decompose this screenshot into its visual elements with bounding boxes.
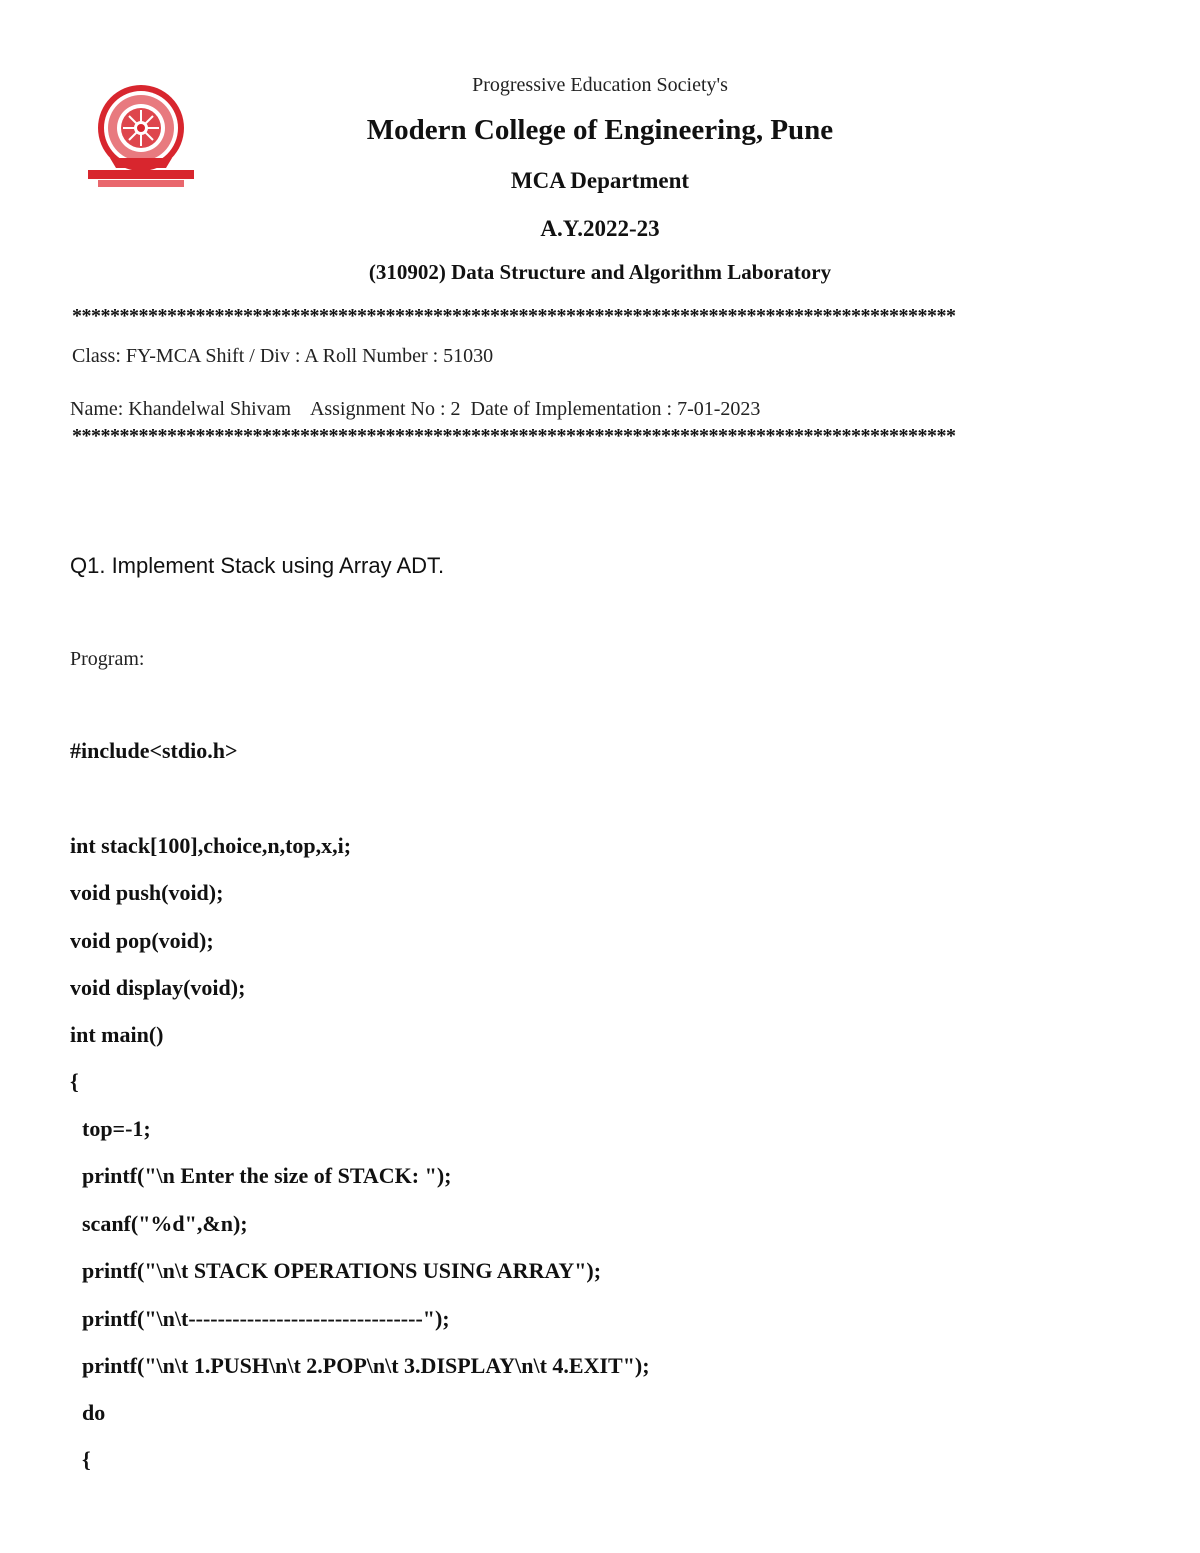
separator-bottom: *********************************************************************************************	[72, 426, 956, 446]
code-line: printf("\n\t 1.PUSH\n\t 2.POP\n\t 3.DISPLAY\n\t 4.EXIT");	[82, 1353, 650, 1378]
code-line: do	[82, 1400, 106, 1425]
code-line: #include<stdio.h>	[70, 738, 238, 763]
code-line: {	[82, 1447, 91, 1472]
question-title: Q1. Implement Stack using Array ADT.	[70, 553, 445, 578]
code-line: printf("\n\t--------------------------------");	[82, 1306, 450, 1331]
student-class-line: Class: FY-MCA Shift / Div : A Roll Number : 51030	[72, 345, 494, 367]
separator-top: *********************************************************************************************	[72, 306, 956, 326]
code-line: {	[70, 1069, 79, 1094]
academic-year: A.Y.2022-23	[540, 216, 660, 241]
college-name: Modern College of Engineering, Pune	[366, 114, 834, 146]
program-label: Program:	[70, 648, 145, 670]
society-name: Progressive Education Society's	[472, 74, 728, 96]
code-line: int main()	[70, 1022, 164, 1047]
code-line: void display(void);	[70, 975, 246, 1000]
code-line: top=-1;	[82, 1116, 151, 1141]
code-line: void push(void);	[70, 880, 224, 905]
course-title: (310902) Data Structure and Algorithm Laboratory	[368, 260, 832, 284]
code-line: scanf("%d",&n);	[82, 1211, 248, 1236]
code-line: int stack[100],choice,n,top,x,i;	[70, 833, 352, 858]
code-line: printf("\n\t STACK OPERATIONS USING ARRAY");	[82, 1258, 602, 1283]
department-name: MCA Department	[510, 168, 690, 193]
student-name-line: Name: Khandelwal Shivam Assignment No : 2 Date of Implementation : 7-01-2023	[70, 398, 761, 420]
code-line: void pop(void);	[70, 928, 214, 953]
code-line: printf("\n Enter the size of STACK: ");	[82, 1163, 452, 1188]
